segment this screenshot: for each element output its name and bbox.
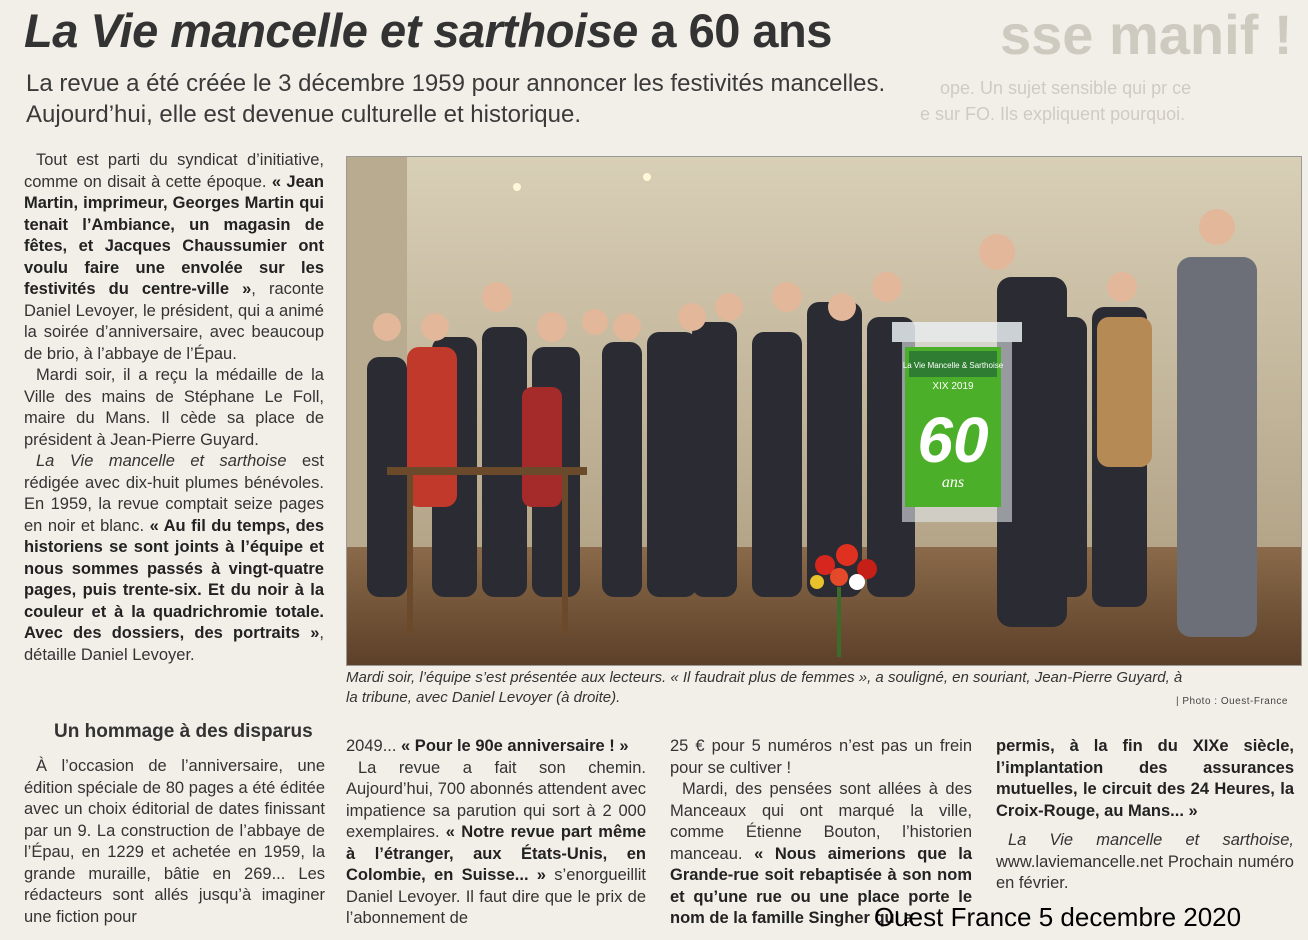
headline-rest: a 60 ans	[637, 4, 832, 57]
photo-lectern-top	[892, 322, 1022, 342]
publication-name: La Vie mancelle et sarthoise,	[1008, 831, 1294, 849]
sign-number: 60	[917, 404, 989, 476]
text: La revue a fait son chemin. Aujourd’hui, 700 abonnés attendent avec impatience sa parution qui sort à 2 000 exemplaires.	[346, 758, 646, 841]
article-column-3	[670, 736, 972, 930]
paragraph: 25 € pour 5 numéros n’est pas un frein pour se cultiver !	[670, 737, 972, 777]
bleed-through-title: sse manif !	[1000, 3, 1293, 66]
paragraph	[24, 150, 324, 365]
quote: « Nous aimerions que la Grande-rue soit rebaptisée à son nom et qu’une rue ou une place porte le nom de la famille Singher qui a	[670, 844, 972, 927]
publication-info: www.laviemancelle.net Prochain numéro en février.	[996, 852, 1294, 892]
text: Tout est parti du syndicat d’initiative, comme on disait à cette époque.	[24, 151, 324, 191]
paragraph	[346, 758, 646, 930]
text: , détaille Daniel Levoyer.	[24, 624, 324, 664]
paragraph	[996, 736, 1294, 822]
quote: « Au fil du temps, des historiens se sont joints à l’équipe et nous sommes passés à vingt-quatre pages, puis trente-six. Et du noir à la couleur et à la quadrichromie totale. Avec des dossiers, des portraits »	[24, 516, 324, 642]
standfirst: La revue a été créée le 3 décembre 1959 pour annoncer les festivités mancelles. Aujourd’hui, elle est devenue culturelle et historique.	[26, 70, 886, 128]
photo-table-leg	[562, 475, 568, 635]
headline	[24, 0, 832, 62]
quote: « Pour le 90e anniversaire ! »	[401, 737, 629, 755]
event-photo	[346, 156, 1302, 666]
headline-italic: La Vie mancelle et sarthoise	[24, 4, 638, 57]
paragraph	[24, 451, 324, 666]
quote: permis, à la fin du XIXe siècle, l’implantation des assurances mutuelles, le circuit des 24 Heures, la Croix-Rouge, au Mans... »	[996, 737, 1294, 820]
paragraph	[996, 830, 1294, 895]
photo-table	[387, 467, 587, 475]
paragraph: À l’occasion de l’anniversaire, une édition spéciale de 80 pages a été éditée avec un choix éditorial de dates finissant par un 9. La construction de l’abbaye de l’Épau, en 1229 et achetée en 1959, la grande muraille, bâtie en 269... Les rédacteurs sont allés jusqu’à imaginer une fiction pour	[24, 757, 325, 926]
text: s’enorgueillit Daniel Levoyer. Il faut dire que le prix de l’abonnement de	[346, 866, 647, 927]
text: , raconte Daniel Levoyer, le président, qui a animé la soirée d’anniversaire, avec beaucoup de brio, à l’abbaye de l’Épau.	[24, 280, 324, 363]
text: 2049...	[346, 737, 402, 755]
article-column-1	[24, 150, 324, 666]
article-column-4	[996, 736, 1294, 895]
text: est rédigée avec dix-huit plumes bénévoles. En 1959, la revue comptait seize pages en noir et blanc.	[24, 452, 324, 535]
article-column-1b	[24, 756, 325, 928]
photo-light	[513, 183, 521, 191]
source-label: Ouest France 5 decembre 2020	[874, 902, 1242, 932]
paragraph	[346, 736, 646, 758]
quote: « Notre revue part même à l’étranger, aux États-Unis, en Colombie, en Suisse... »	[346, 823, 646, 884]
article-column-2	[346, 736, 646, 930]
photo-credit: | Photo : Ouest-France	[1176, 696, 1288, 707]
bleed-through-line: e sur FO. Ils expliquent pourquoi.	[920, 104, 1186, 124]
text: Mardi, des pensées sont allées à des Manceaux qui ont marqué la ville, comme Étienne Bouton, l’historien manceau.	[670, 780, 972, 863]
photo-caption: Mardi soir, l’équipe s’est présentée aux lecteurs. « Il faudrait plus de femmes », a souligné, en souriant, Jean-Pierre Guyard, à la tribune, avec Daniel Levoyer (à droite).	[346, 669, 1183, 706]
photo-anniversary-sign	[903, 347, 1004, 507]
publication-name: La Vie mancelle et sarthoise	[36, 452, 287, 470]
section-heading: Un hommage à des disparus	[54, 721, 313, 742]
photo-table-leg	[407, 475, 413, 635]
bleed-through-line: ope. Un sujet sensible qui pr ce	[940, 78, 1192, 98]
bleed-through-text	[920, 0, 1308, 130]
paragraph: Mardi soir, il a reçu la médaille de la Ville des mains de Stéphane Le Foll, maire du Mans. Il cède sa place de président à Jean-Pierre Guyard.	[24, 366, 324, 449]
photo-light	[643, 173, 651, 181]
sign-title: La Vie Mancelle & Sarthoise	[902, 361, 1004, 370]
sign-word: ans	[941, 474, 965, 491]
sign-date: XIX 2019	[932, 381, 974, 392]
quote: « Jean Martin, imprimeur, Georges Martin qui tenait l’Ambiance, un magasin de fêtes, et Jacques Chaussumier ont voulu faire une envolée sur les festivités du centre-ville »	[24, 172, 325, 298]
